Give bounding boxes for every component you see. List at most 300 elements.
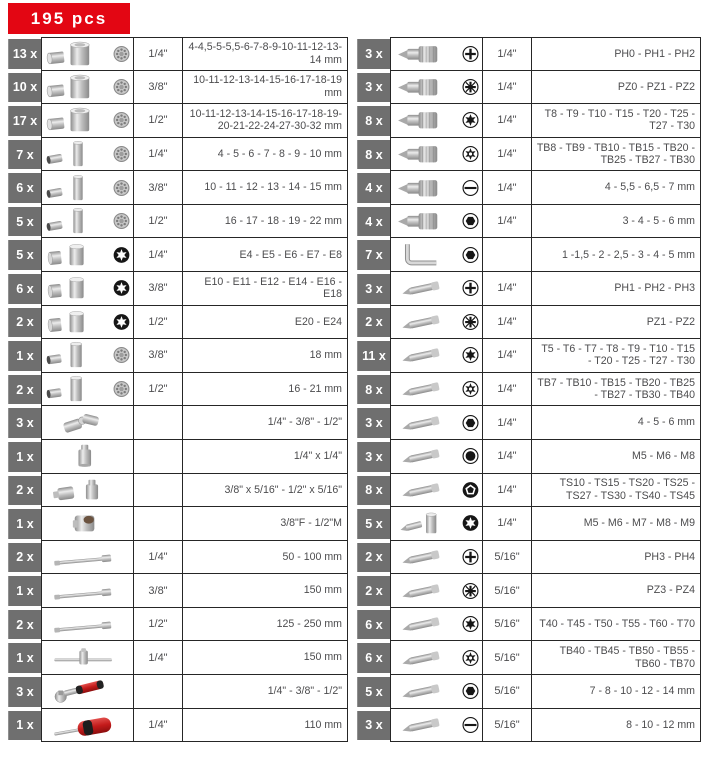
table-row [357, 406, 701, 440]
table-row [8, 373, 348, 407]
contents-cell: 110 mm [183, 709, 347, 742]
row-cells [41, 507, 348, 541]
contents-cell: TS10 - TS15 - TS20 - TS25 - TS27 - TS30 - TS40 - TS45 [532, 474, 700, 507]
bit-image [391, 675, 483, 708]
contents-cell: 1/4" - 3/8" - 1/2" [183, 406, 347, 439]
table-row [357, 574, 701, 608]
screwdriver-handle-image [42, 709, 134, 742]
bit-with-socket-image [391, 507, 483, 540]
drive-size-cell: 3/8" [134, 71, 183, 104]
quantity-cell-wrap [357, 641, 390, 675]
drive-size-cell: 1/4" [134, 541, 183, 574]
spark-socket-image [42, 373, 134, 406]
bit-image [391, 608, 483, 641]
quantity-cell: 1 x [8, 509, 41, 539]
drive-size-cell: 1/4" [134, 38, 183, 70]
quantity-cell: 8 x [357, 106, 390, 136]
row-cells [390, 171, 701, 205]
table-row [8, 440, 348, 474]
contents-cell: 4 - 5 - 6 mm [532, 406, 700, 439]
deep-sockets-image [42, 138, 134, 171]
row-cells [41, 574, 348, 608]
t-bar-image [42, 641, 134, 674]
quantity-cell-wrap [8, 507, 41, 541]
row-cells [41, 306, 348, 340]
quantity-cell: 7 x [8, 140, 41, 170]
table-row [8, 641, 348, 675]
quantity-cell: 2 x [8, 375, 41, 405]
drive-size-cell [134, 675, 183, 708]
drive-size-cell: 3/8" [134, 272, 183, 305]
drive-size-cell: 1/4" [483, 104, 532, 137]
table-row [357, 541, 701, 575]
torx-tamper-icon [462, 146, 479, 163]
deep-sockets-image [42, 171, 134, 204]
socket-12pt-icon [113, 381, 130, 398]
quantity-cell: 8 x [357, 140, 390, 170]
quantity-cell-wrap [8, 641, 41, 675]
drive-size-cell: 1/4" [483, 138, 532, 171]
extension-bar-image [42, 541, 134, 574]
quantity-cell-wrap [357, 71, 390, 105]
etorx-sockets-image [42, 272, 134, 305]
drive-size-cell: 1/2" [134, 306, 183, 339]
quantity-cell-wrap [357, 507, 390, 541]
table-row [8, 306, 348, 340]
star-socket-icon [462, 515, 479, 532]
row-cells [390, 238, 701, 272]
table-row [357, 171, 701, 205]
torx-icon [462, 616, 479, 633]
contents-cell: 10-11-12-13-14-15-16-17-18-19 mm [183, 71, 347, 104]
bit-image [391, 541, 483, 574]
row-cells [390, 541, 701, 575]
contents-cell: 4 - 5,5 - 6,5 - 7 mm [532, 171, 700, 204]
contents-cell: T8 - T9 - T10 - T15 - T20 - T25 - T27 - T30 [532, 104, 700, 137]
etorx-sockets-image [42, 306, 134, 339]
quantity-cell: 1 x [8, 711, 41, 741]
contents-cell: 3/8" x 5/16" - 1/2" x 5/16" [183, 474, 347, 507]
contents-cell: PH0 - PH1 - PH2 [532, 38, 700, 70]
quantity-cell-wrap [8, 339, 41, 373]
contents-cell: 3/8"F - 1/2"M [183, 507, 347, 540]
quantity-cell-wrap [357, 474, 390, 508]
table-row [357, 440, 701, 474]
table-row [357, 104, 701, 138]
quantity-cell: 1 x [8, 442, 41, 472]
quantity-cell: 2 x [357, 576, 390, 606]
quantity-cell-wrap [357, 238, 390, 272]
row-cells [390, 574, 701, 608]
bit-image [391, 373, 483, 406]
quantity-cell-wrap [357, 37, 390, 71]
contents-cell: E10 - E11 - E12 - E14 - E16 - E18 [183, 272, 347, 305]
quantity-cell-wrap [357, 306, 390, 340]
quantity-cell: 5 x [357, 509, 390, 539]
socket-12pt-icon [113, 179, 130, 196]
adapter-image [42, 440, 134, 473]
quantity-cell-wrap [8, 541, 41, 575]
table-row [8, 138, 348, 172]
row-cells [41, 138, 348, 172]
quantity-cell: 2 x [8, 610, 41, 640]
contents-cell: TB40 - TB45 - TB50 - TB55 - TB60 - TB70 [532, 641, 700, 674]
quantity-cell-wrap [8, 171, 41, 205]
drive-size-cell: 1/4" [483, 339, 532, 372]
row-cells [41, 373, 348, 407]
quantity-cell-wrap [357, 339, 390, 373]
drive-size-cell: 1/4" [483, 406, 532, 439]
table-row [357, 709, 701, 743]
quantity-cell-wrap [357, 608, 390, 642]
row-cells [390, 339, 701, 373]
contents-cell: E4 - E5 - E6 - E7 - E8 [183, 238, 347, 271]
table-row [8, 272, 348, 306]
quantity-cell: 3 x [8, 677, 41, 707]
row-cells [41, 339, 348, 373]
table-row [357, 641, 701, 675]
torx-tamper-icon [462, 649, 479, 666]
drive-size-cell: 1/2" [134, 373, 183, 406]
table-row [357, 138, 701, 172]
quantity-cell: 2 x [8, 476, 41, 506]
star-socket-icon [113, 313, 130, 330]
bit-image [391, 272, 483, 305]
row-cells [390, 474, 701, 508]
row-cells [390, 37, 701, 71]
spline-dot-icon [462, 448, 479, 465]
table-row [8, 507, 348, 541]
torx-icon [462, 347, 479, 364]
quantity-cell: 6 x [357, 610, 390, 640]
sockets-pair-image [42, 38, 134, 70]
row-cells [41, 675, 348, 709]
drive-size-cell: 1/4" [134, 641, 183, 674]
table-row [357, 37, 701, 71]
contents-cell: T40 - T45 - T50 - T55 - T60 - T70 [532, 608, 700, 641]
drive-size-cell: 1/4" [134, 138, 183, 171]
quantity-cell-wrap [8, 373, 41, 407]
deep-sockets-image [42, 205, 134, 238]
row-cells [390, 709, 701, 743]
hex-icon [462, 213, 479, 230]
quantity-cell-wrap [357, 675, 390, 709]
contents-cell: 8 - 10 - 12 mm [532, 709, 700, 742]
drive-size-cell: 5/16" [483, 608, 532, 641]
quantity-cell-wrap [8, 272, 41, 306]
hex-icon [462, 414, 479, 431]
drive-size-cell [134, 507, 183, 540]
table-row [8, 171, 348, 205]
universal-joint-image [42, 406, 134, 439]
sockets-pair-image [42, 104, 134, 137]
phillips-icon [462, 548, 479, 565]
quantity-cell-wrap [357, 406, 390, 440]
row-cells [41, 474, 348, 508]
quantity-cell: 2 x [8, 308, 41, 338]
row-cells [41, 608, 348, 642]
table-row [357, 238, 701, 272]
quantity-cell: 3 x [357, 73, 390, 103]
contents-cell: 4-4,5-5-5,5-6-7-8-9-10-11-12-13-14 mm [183, 38, 347, 70]
quantity-cell: 4 x [357, 173, 390, 203]
table-row [8, 608, 348, 642]
pozidriv-icon [462, 78, 479, 95]
contents-cell: E20 - E24 [183, 306, 347, 339]
drive-size-cell: 5/16" [483, 574, 532, 607]
contents-cell: 18 mm [183, 339, 347, 372]
five-lobe-icon [462, 481, 479, 498]
row-cells [41, 272, 348, 306]
row-cells [390, 104, 701, 138]
row-cells [41, 205, 348, 239]
drive-size-cell [134, 474, 183, 507]
bit-image [391, 641, 483, 674]
pozidriv-icon [462, 313, 479, 330]
row-cells [41, 440, 348, 474]
star-socket-icon [113, 280, 130, 297]
socket-12pt-icon [113, 146, 130, 163]
contents-cell: TB7 - TB10 - TB15 - TB20 - TB25 - TB27 - TB30 - TB40 [532, 373, 700, 406]
quantity-cell-wrap [8, 574, 41, 608]
quantity-cell: 4 x [357, 207, 390, 237]
contents-cell: PZ0 - PZ1 - PZ2 [532, 71, 700, 104]
contents-cell: 16 - 21 mm [183, 373, 347, 406]
table-row [8, 37, 348, 71]
quantity-cell: 6 x [8, 173, 41, 203]
bit-image [391, 440, 483, 473]
drive-size-cell: 1/2" [134, 104, 183, 137]
drive-size-cell: 1/4" [483, 71, 532, 104]
quantity-cell-wrap [8, 709, 41, 743]
drive-size-cell: 1/4" [483, 507, 532, 540]
table-row [8, 238, 348, 272]
table-row [8, 474, 348, 508]
adapter-pair-image [42, 474, 134, 507]
quantity-cell-wrap [357, 205, 390, 239]
quantity-cell: 1 x [8, 576, 41, 606]
contents-cell: 16 - 17 - 18 - 19 - 22 mm [183, 205, 347, 238]
quantity-cell-wrap [357, 104, 390, 138]
piece-count-badge: 195 pcs [8, 3, 130, 34]
contents-cell: PH3 - PH4 [532, 541, 700, 574]
bit-socket-image [391, 104, 483, 137]
contents-cell: M5 - M6 - M7 - M8 - M9 [532, 507, 700, 540]
slotted-icon [462, 179, 479, 196]
row-cells [390, 641, 701, 675]
contents-cell: 1 -1,5 - 2 - 2,5 - 3 - 4 - 5 mm [532, 238, 700, 271]
row-cells [390, 306, 701, 340]
drive-size-cell: 1/2" [134, 608, 183, 641]
quantity-cell: 2 x [357, 308, 390, 338]
quantity-cell-wrap [357, 272, 390, 306]
row-cells [41, 541, 348, 575]
contents-cell: PH1 - PH2 - PH3 [532, 272, 700, 305]
table-row [357, 675, 701, 709]
drive-size-cell: 1/4" [483, 306, 532, 339]
drive-size-cell: 3/8" [134, 339, 183, 372]
table-row [8, 406, 348, 440]
contents-cell: 4 - 5 - 6 - 7 - 8 - 9 - 10 mm [183, 138, 347, 171]
table-row [8, 675, 348, 709]
contents-cell: 125 - 250 mm [183, 608, 347, 641]
row-cells [390, 373, 701, 407]
table-row [357, 608, 701, 642]
table-row [357, 339, 701, 373]
quantity-cell-wrap [8, 37, 41, 71]
quantity-cell-wrap [357, 541, 390, 575]
row-cells [390, 205, 701, 239]
quantity-cell: 5 x [8, 207, 41, 237]
table-row [357, 474, 701, 508]
quantity-cell-wrap [8, 205, 41, 239]
quantity-cell: 3 x [357, 39, 390, 69]
bit-socket-image [391, 38, 483, 70]
contents-cell: M5 - M6 - M8 [532, 440, 700, 473]
quantity-cell: 2 x [357, 543, 390, 573]
socket-12pt-icon [113, 45, 130, 62]
quantity-cell-wrap [8, 608, 41, 642]
quantity-cell-wrap [8, 675, 41, 709]
drive-size-cell: 1/4" [483, 171, 532, 204]
contents-cell: 7 - 8 - 10 - 12 - 14 mm [532, 675, 700, 708]
bit-image [391, 709, 483, 742]
drive-size-cell: 1/4" [483, 440, 532, 473]
row-cells [41, 71, 348, 105]
quantity-cell-wrap [357, 171, 390, 205]
row-cells [390, 272, 701, 306]
table-row [357, 507, 701, 541]
bit-image [391, 406, 483, 439]
contents-cell: PZ3 - PZ4 [532, 574, 700, 607]
drive-size-cell: 1/4" [483, 272, 532, 305]
contents-cell: 3 - 4 - 5 - 6 mm [532, 205, 700, 238]
quantity-cell-wrap [8, 406, 41, 440]
bit-image [391, 339, 483, 372]
hex-key-image [391, 238, 483, 271]
contents-cell: TB8 - TB9 - TB10 - TB15 - TB20 - TB25 - TB27 - TB30 [532, 138, 700, 171]
quantity-cell-wrap [8, 104, 41, 138]
bit-socket-image [391, 71, 483, 104]
contents-cell: 1/4" - 3/8" - 1/2" [183, 675, 347, 708]
quantity-cell: 3 x [8, 408, 41, 438]
sockets-pair-image [42, 71, 134, 104]
row-cells [390, 675, 701, 709]
drive-size-cell [483, 238, 532, 271]
quantity-cell: 6 x [357, 643, 390, 673]
drive-size-cell: 5/16" [483, 541, 532, 574]
drive-size-cell [134, 406, 183, 439]
row-cells [41, 406, 348, 440]
quantity-cell-wrap [357, 373, 390, 407]
quantity-cell-wrap [357, 440, 390, 474]
quantity-cell: 13 x [8, 39, 41, 69]
row-cells [41, 171, 348, 205]
quantity-cell: 1 x [8, 341, 41, 371]
row-cells [390, 507, 701, 541]
quantity-cell: 11 x [357, 341, 390, 371]
table-row [8, 709, 348, 743]
hex-icon [462, 683, 479, 700]
row-cells [41, 37, 348, 71]
bit-image [391, 306, 483, 339]
table-row [357, 71, 701, 105]
phillips-icon [462, 280, 479, 297]
table-row [8, 104, 348, 138]
table-row [357, 373, 701, 407]
bit-table [357, 37, 701, 742]
row-cells [41, 709, 348, 743]
quantity-cell: 10 x [8, 73, 41, 103]
row-cells [390, 406, 701, 440]
bit-image [391, 474, 483, 507]
quantity-cell: 3 x [357, 274, 390, 304]
bit-socket-image [391, 171, 483, 204]
extension-bar-image [42, 574, 134, 607]
drive-size-cell: 1/4" [134, 709, 183, 742]
quantity-cell-wrap [8, 138, 41, 172]
torx-icon [462, 112, 479, 129]
row-cells [390, 71, 701, 105]
contents-cell: 150 mm [183, 574, 347, 607]
row-cells [390, 608, 701, 642]
drive-size-cell: 1/4" [483, 474, 532, 507]
quantity-cell: 5 x [8, 240, 41, 270]
quantity-cell-wrap [8, 238, 41, 272]
drive-size-cell: 3/8" [134, 574, 183, 607]
contents-cell: PZ1 - PZ2 [532, 306, 700, 339]
hex-icon [462, 246, 479, 263]
bit-image [391, 574, 483, 607]
drive-size-cell: 5/16" [483, 641, 532, 674]
etorx-sockets-image [42, 238, 134, 271]
contents-cell: 50 - 100 mm [183, 541, 347, 574]
contents-cell: 150 mm [183, 641, 347, 674]
drive-size-cell [134, 440, 183, 473]
spark-socket-image [42, 339, 134, 372]
socket-table [8, 37, 348, 742]
row-cells [41, 104, 348, 138]
table-row [8, 339, 348, 373]
quantity-cell-wrap [357, 574, 390, 608]
socket-12pt-icon [113, 78, 130, 95]
drive-size-cell: 5/16" [483, 709, 532, 742]
contents-cell: T5 - T6 - T7 - T8 - T9 - T10 - T15 - T20 - T25 - T27 - T30 [532, 339, 700, 372]
socket-12pt-icon [113, 347, 130, 364]
bit-socket-image [391, 138, 483, 171]
table-row [8, 71, 348, 105]
quantity-cell-wrap [8, 71, 41, 105]
row-cells [41, 641, 348, 675]
quantity-cell-wrap [8, 474, 41, 508]
quantity-cell: 5 x [357, 677, 390, 707]
drive-size-cell: 1/2" [134, 205, 183, 238]
quantity-cell: 6 x [8, 274, 41, 304]
quantity-cell: 3 x [357, 442, 390, 472]
quantity-cell-wrap [357, 709, 390, 743]
slotted-icon [462, 716, 479, 733]
table-row [8, 541, 348, 575]
drive-size-cell: 3/8" [134, 171, 183, 204]
bit-socket-image [391, 205, 483, 238]
quantity-cell: 8 x [357, 476, 390, 506]
drive-size-cell: 5/16" [483, 675, 532, 708]
contents-tables [8, 37, 701, 742]
row-cells [390, 138, 701, 172]
table-row [357, 306, 701, 340]
drive-size-cell: 1/4" [483, 38, 532, 70]
socket-12pt-icon [113, 112, 130, 129]
